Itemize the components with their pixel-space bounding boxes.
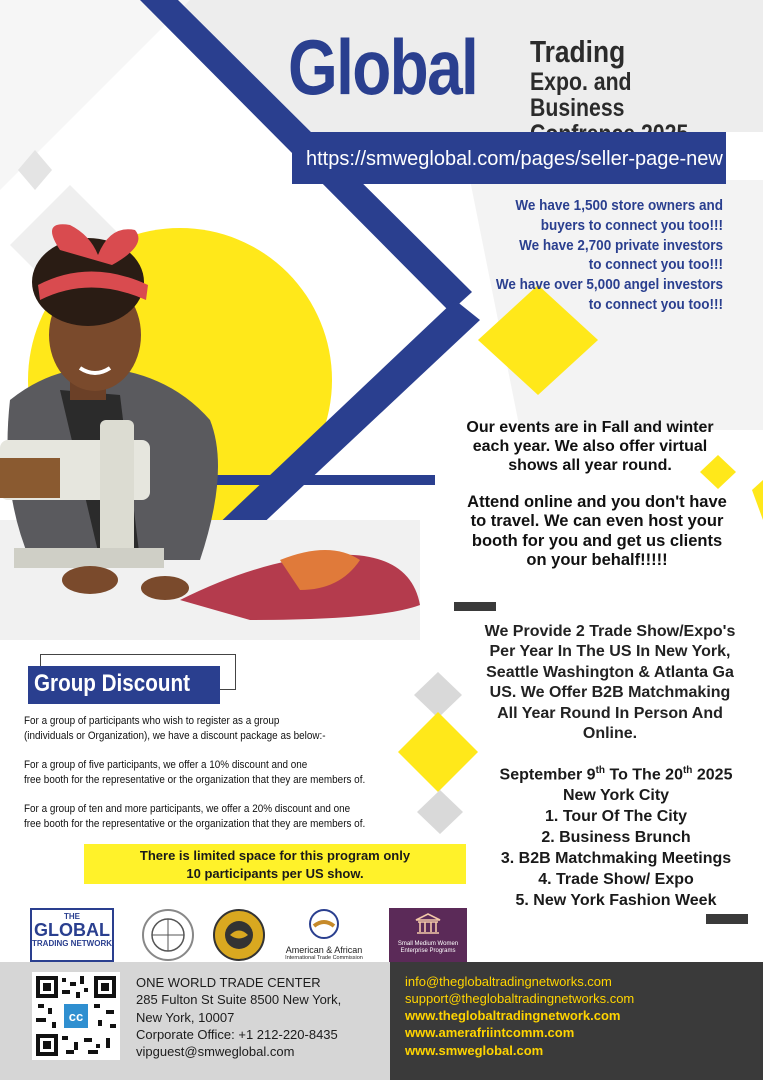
provide-line: US. We Offer B2B Matchmaking	[489, 684, 731, 702]
address-line: New York, 10007	[136, 1009, 235, 1025]
schedule-item: 2. Business Brunch	[541, 829, 691, 847]
support-email-link[interactable]: support@theglobaltradingnetworks.com	[405, 991, 635, 1007]
gtn-website-link[interactable]: www.theglobaltradingnetwork.com	[405, 1008, 621, 1024]
online-line: on your behalf!!!!!	[526, 551, 668, 570]
events-line: shows all year round.	[508, 457, 672, 475]
schedule-item: 4. Trade Show/ Expo	[538, 871, 694, 889]
events-block	[440, 418, 740, 476]
title-line-1: Trading	[530, 34, 626, 69]
gold-seal-logo	[212, 908, 266, 962]
address-line: ONE WORLD TRADE CENTER	[136, 975, 321, 990]
gtn-logo: THE GLOBAL TRADING NETWORK	[30, 908, 114, 962]
schedule-item: 3. B2B Matchmaking Meetings	[500, 850, 732, 868]
american-african-logo: American & African International Trade Commission	[276, 908, 372, 962]
online-block	[438, 493, 756, 571]
event-title	[530, 36, 728, 147]
qr-badge-label: cc	[68, 1009, 84, 1024]
provide-line: We Provide 2 Trade Show/Expo's	[484, 623, 736, 640]
investors-line: We have 2,700 private investors	[519, 236, 723, 254]
online-line: booth for you and get us clients	[471, 531, 723, 550]
schedule-item: 5. New York Fashion Week	[515, 892, 717, 910]
provide-line: All Year Round In Person And	[497, 704, 723, 722]
group-discount-heading: Group Discount	[28, 666, 220, 704]
investors-line: buyers to connect you too!!!	[540, 216, 723, 234]
schedule-item: 1. Tour Of The City	[545, 808, 687, 826]
address-line: 285 Fulton St Suite 8500 New York,	[136, 992, 342, 1008]
provide-line: Per Year In The US In New York,	[489, 643, 731, 661]
limited-space-banner: There is limited space for this program only 10 participants per US show.	[84, 844, 466, 884]
brand-title: Global	[288, 23, 478, 111]
schedule-block	[466, 764, 763, 912]
schedule-city: New York City	[562, 787, 670, 805]
small-medium-women-logo: Small Medium Women Enterprise Programs	[389, 908, 467, 962]
group-discount-five: For a group of five participants, we offer a 10% discount and one free booth for the representative or the organization that they are members of.	[24, 759, 366, 787]
links-block	[405, 973, 634, 1059]
events-line: each year. We also offer virtual	[472, 438, 708, 456]
qr-code[interactable]	[32, 972, 120, 1060]
provide-block	[470, 622, 750, 745]
website-url-link[interactable]: https://smweglobal.com/pages/seller-page-new	[292, 132, 726, 184]
info-email-link[interactable]: info@theglobaltradingnetworks.com	[405, 974, 612, 989]
amerafri-website-link[interactable]: www.amerafriintcomm.com	[405, 1025, 575, 1041]
title-line-2: Expo. and Business	[530, 67, 632, 122]
investors-line: to connect you too!!!	[588, 256, 723, 274]
phone-line: Corporate Office: +1 212-220-8435	[136, 1026, 338, 1042]
events-line: Our events are in Fall and winter	[466, 419, 714, 436]
investors-line: to connect you too!!!	[588, 295, 723, 313]
group-discount-ten: For a group of ten and more participants, we offer a 20% discount and one free booth for the representative or the organization that they are members of.	[24, 803, 366, 831]
investors-line: We have over 5,000 angel investors	[495, 276, 723, 294]
investors-line: We have 1,500 store owners and	[515, 197, 723, 214]
email-link[interactable]: vipguest@smweglobal.com	[136, 1044, 295, 1060]
building-icon	[414, 912, 442, 936]
smwe-website-link[interactable]: www.smweglobal.com	[405, 1042, 544, 1058]
investors-block	[489, 196, 723, 315]
schedule-date: September 9th To The 20th 2025	[499, 765, 733, 784]
handshake-icon	[304, 908, 344, 940]
address-block	[136, 974, 341, 1060]
provide-line: Online.	[582, 725, 638, 743]
online-line: Attend online and you don't have	[467, 493, 727, 511]
online-line: to travel. We can even host your	[470, 512, 724, 531]
provide-line: Seattle Washington & Atlanta Ga	[486, 663, 734, 681]
globe-seal-logo	[138, 908, 198, 962]
group-discount-intro: For a group of participants who wish to register as a group (individuals or Organization), we have a discount package as below:-	[24, 715, 326, 743]
